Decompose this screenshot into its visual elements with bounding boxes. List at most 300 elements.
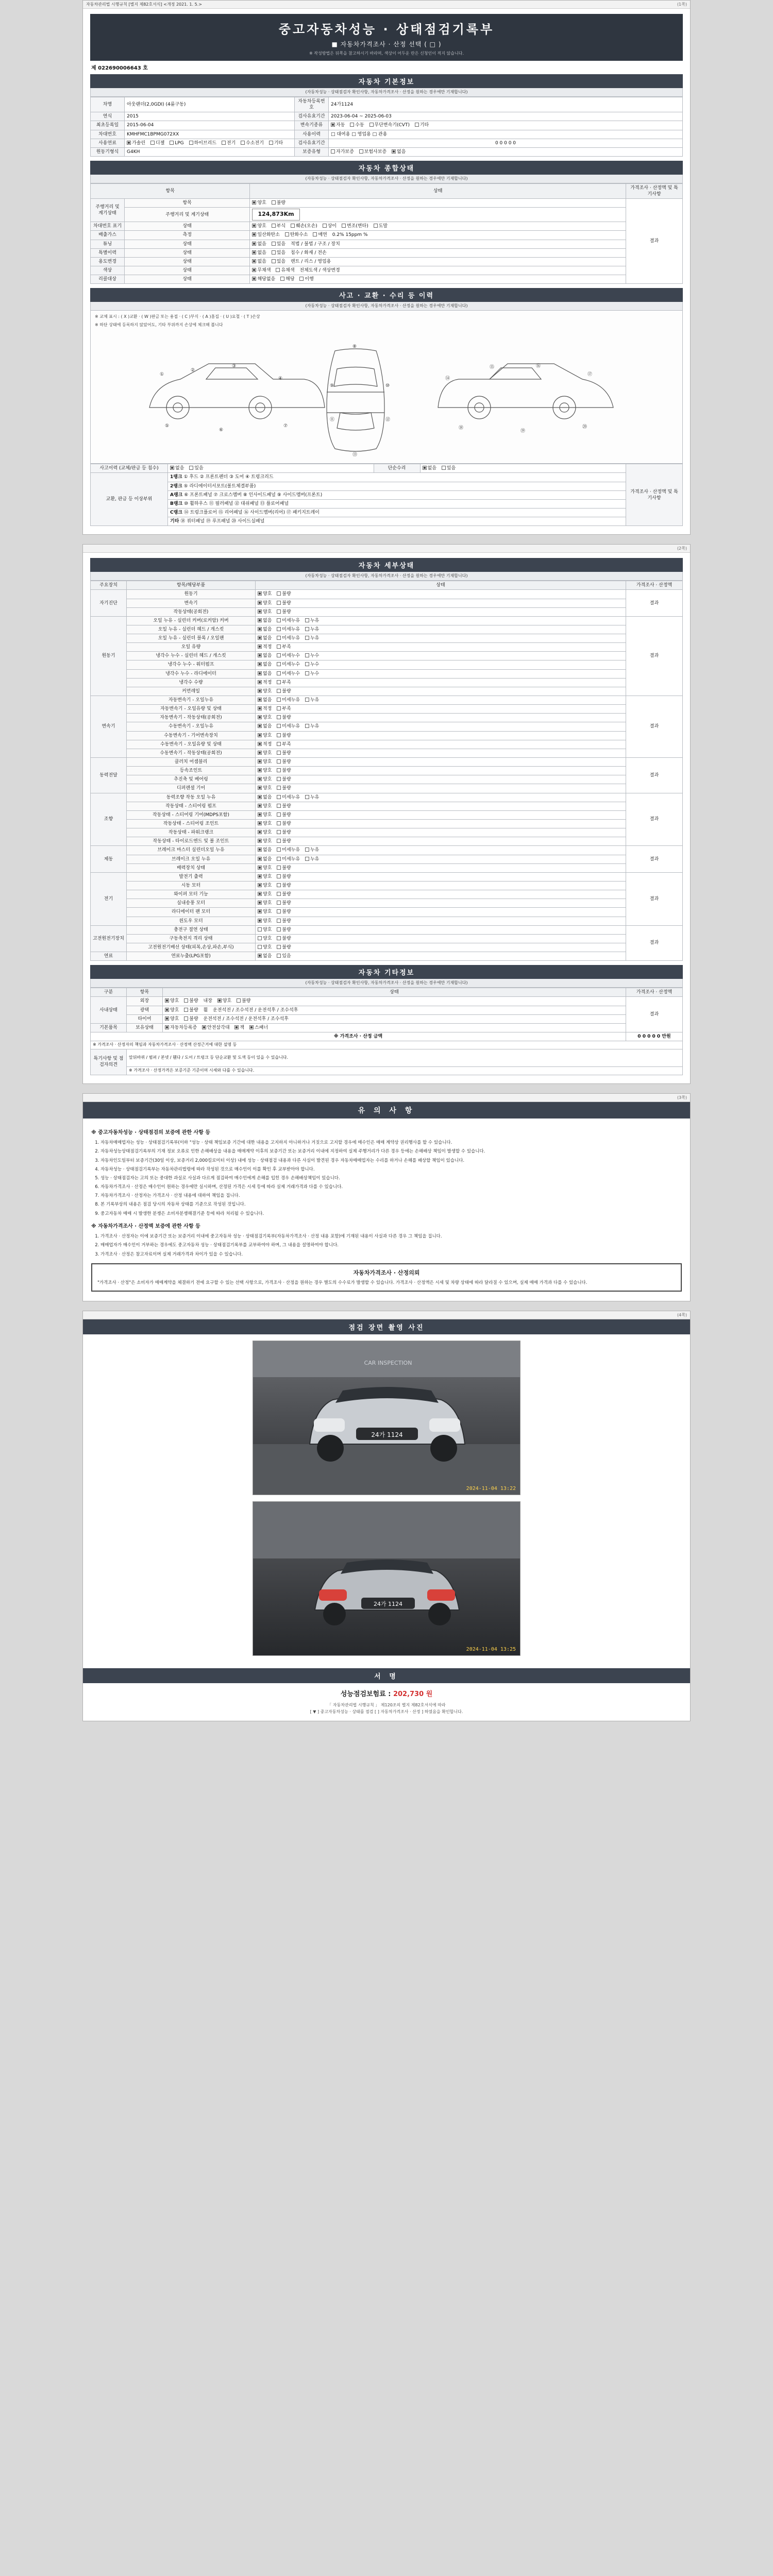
row-state [256,908,626,917]
state-option[interactable]: 불량 [277,715,291,721]
table-row [91,240,683,248]
row-state [163,1023,626,1032]
state-option[interactable]: 불량 [277,900,291,906]
row-group-label: 변속기 [91,696,127,758]
state-option[interactable]: 양호 [258,785,272,791]
state-option[interactable]: 양호 [258,776,272,783]
state-option[interactable]: 불량 [277,733,291,739]
state-option[interactable]: 양호 [258,900,272,906]
row-label: 수동변속기 - 기어변속장치 [127,731,256,740]
state-option[interactable]: 누유 [305,847,319,853]
state-option[interactable]: 불량 [184,998,198,1004]
row-label: 검사유효기간 [295,139,329,147]
list-item: 8. 본 기록부상의 내용은 점검 당시의 자동차 상태를 기준으로 작성된 것입니다. [100,1201,682,1208]
state-option[interactable]: 양호 [258,909,272,915]
state-option[interactable]: 부족 [277,680,291,686]
table-row [91,863,683,872]
table-row [91,266,683,275]
row-label: 윈도우 모터 [127,917,256,925]
row-state [250,208,626,222]
state-option[interactable]: 누유 [305,635,319,641]
row-state [256,784,626,793]
row-value: 0 0 0 0 0 [329,139,683,147]
condition-header: 자동차 종합상태 [90,161,683,175]
diagram-legend-1: ※ 교체 표시 : ( X )교환 · ( W )판금 또는 용접 · ( C )부식 · ( A )흠집 · ( U )요철 · ( T )손상 [95,314,260,319]
state-option[interactable]: 없음 [258,653,272,659]
row-label: 차대번호 [91,130,125,139]
state-option[interactable]: 불량 [277,768,291,774]
title-note: ※ 작성방법은 뒤쪽을 참고하시기 바라며, 색상이 어두운 란은 신청인이 적지 않습니다. [309,51,464,56]
basic-item-option[interactable]: 스패너 [249,1025,268,1031]
table-row [91,590,683,599]
row-label: 변속기 [127,599,256,607]
usage-detail: 렌트 / 리스 / 영업용 [291,259,331,264]
row-group-label: 제동 [91,846,127,872]
rank-parts: ⑭ 트렁크플로어 ⑮ 리어패널 ⑯ 사이드멤버(리어) ⑰ 패키지트레이 [183,510,320,515]
state-option[interactable]: 무채색 [252,267,271,274]
col-header-state: 상태 [250,183,626,198]
row-value: 2023-06-04 ~ 2025-06-03 [329,112,683,121]
state-option[interactable]: 이행 [299,276,313,282]
table-row [91,846,683,855]
table-row [91,784,683,793]
state-option[interactable]: 없음 [258,697,272,703]
price-cell: 결과 [626,590,683,616]
state-option[interactable]: 불량 [237,998,250,1004]
list-item: 1. 자동차매매업자는 성능 · 상태점검기록부(이하 "성능 · 상태 책임보증 기간에 대한 내용을 고지하지 아니하거나 거짓으로 고지할 경우에 매수인은 매매 계약상 권리행사를 할 수 있습니다. [100,1140,682,1146]
row-label: 구동축전지 격리 상태 [127,934,256,943]
table-row [91,802,683,810]
state-option[interactable]: 누유 [305,626,319,633]
state-option[interactable]: 양호 [258,759,272,765]
row-label: 자동변속기 - 오일누유 [127,696,256,705]
state-option[interactable]: 불량 [277,838,291,844]
list-item: 3. 가격조사 · 산정은 참고자료이며 실제 거래가격과 차이가 있을 수 있습니다. [100,1251,682,1258]
state-option[interactable]: 없음 [258,671,272,677]
state-option[interactable]: 양호 [258,927,272,933]
list-item: 4. 자동차성능 · 상태점검기록부는 자동차관리법령에 따라 작성된 것으로 매수인이 이를 확인 후 교부받아야 합니다. [100,1166,682,1173]
page-3-topbar [83,1094,690,1102]
row-state [256,890,626,899]
front-photo [253,1341,520,1495]
document-number-value: 022690006643 [98,65,141,71]
state-option[interactable]: 있음 [272,250,285,256]
state-option[interactable]: 없음 [258,723,272,730]
table-row [91,257,683,266]
state-option[interactable]: 양호 [165,1007,179,1013]
photos-body [83,1334,690,1668]
table-row [91,1014,683,1023]
warranty-options [329,147,683,156]
state-option[interactable]: 미세누유 [277,635,300,641]
row-state [256,634,626,643]
warranty-option[interactable]: 자가보증 [331,149,354,155]
detail-state-table [90,581,683,961]
row-label: 용도변경 [91,257,125,266]
state-option[interactable]: 양호 [258,591,272,597]
row-label: 사용연료 [91,139,125,147]
state-option[interactable]: 해당없음 [252,276,275,282]
price-cell: 결과 [626,997,683,1032]
table-row [91,767,683,775]
state-option[interactable]: 불량 [277,821,291,827]
state-option[interactable]: 양호 [258,891,272,897]
row-value: 24가1124 [329,97,683,112]
state-option[interactable]: 양호 [258,803,272,809]
row-value: KMHFMC1BPMG072XX [125,130,295,139]
row-state [256,882,626,890]
row-state [250,199,626,208]
state-option[interactable]: 유채색 [276,267,294,274]
rank-label: 1랭크 [170,474,182,480]
svg-text:⑪: ⑪ [330,417,335,423]
state-option[interactable]: 양호 [258,821,272,827]
row-value: G4KH [125,147,295,156]
state-option[interactable]: 불량 [277,909,291,915]
state-option[interactable]: 양호 [258,812,272,818]
state-option[interactable]: 적정 [258,706,272,712]
warranty-option[interactable]: 없음 [392,149,406,155]
state-option[interactable]: 미세누유 [277,697,300,703]
warranty-option[interactable]: 보험사보증 [359,149,386,155]
col-header-item: 항목 [127,988,163,997]
row-label: 고전원전기배선 상태(피복,손상,파손,부식) [127,943,256,952]
state-option[interactable]: 누유 [305,794,319,801]
state-option[interactable]: 없음 [252,250,266,256]
row-state [256,863,626,872]
state-option[interactable]: 불량 [277,759,291,765]
state-option[interactable]: 미세누유 [277,618,300,624]
row-group-label: 고전원전기장치 [91,925,127,952]
row-label: 원동기형식 [91,147,125,156]
basic-item-option[interactable]: 안전삼각대 [202,1025,229,1031]
signature-footnote [83,1700,690,1721]
state-option[interactable]: 미세누유 [277,856,300,862]
state-option[interactable]: 없음 [258,856,272,862]
row-label: 변속기종류 [295,121,329,130]
row-label: 특별이력 [91,248,125,257]
state-option[interactable]: 불량 [277,803,291,809]
row-state [256,643,626,652]
state-option[interactable]: 양호 [258,768,272,774]
table-row [91,660,683,669]
row-state [256,749,626,757]
row-group-label: 주행거리 및 계기상태 [91,199,125,222]
row-label: 발전기 출력 [127,872,256,881]
rank-row [168,473,626,482]
state-option[interactable]: 불량 [277,936,291,942]
table-row [91,820,683,828]
row-label: 리콜대상 [91,275,125,284]
state-option[interactable]: 도말 [374,223,388,229]
table-row [91,669,683,678]
state-option[interactable]: 양호 [217,998,231,1004]
state-option[interactable]: 양호 [258,829,272,836]
state-option[interactable]: 양호 [258,750,272,756]
table-row [91,1023,683,1032]
row-label-right: 휠 [203,1007,208,1013]
state-option[interactable]: 없음 [258,626,272,633]
state-option[interactable]: 없음 [258,847,272,853]
state-option[interactable]: 없음 [423,465,436,471]
row-state [256,872,626,881]
footnote-line-2: [ ▼ ] 중고자동차성능 · 상태를 점검 [ ] 자동차가격조사 · 산정 ] 하였음을 확인합니다. [310,1709,463,1714]
state-option[interactable]: 불량 [277,883,291,889]
table-row [91,643,683,652]
wheel-positions: 운전석전 / 조수석전 / 운전석후 / 조수석후 [213,1007,298,1013]
document-title-block [90,14,683,61]
state-option[interactable]: 불량 [277,591,291,597]
row-state [256,669,626,678]
state-option[interactable]: 누유 [305,618,319,624]
state-option[interactable]: 양호 [258,874,272,880]
state-option[interactable]: 미세누수 [277,671,300,677]
state-option[interactable]: 부족 [277,706,291,712]
rank-parts: ⑩ 휠하우스 ⑪ 필러패널 ⑫ 대쉬패널 ⑬ 플로어패널 [184,501,289,506]
table-header-row [91,581,683,590]
basic-item-option[interactable]: 자동차등록증 [165,1025,197,1031]
state-option[interactable]: 불량 [277,829,291,836]
state-option[interactable]: 누유 [305,723,319,730]
row-state [256,696,626,705]
col-header-group: 주요장치 [91,581,127,590]
row-group-label: 연료 [91,952,127,961]
table-row [91,855,683,863]
state-option[interactable]: 양호 [165,998,179,1004]
row-state [256,943,626,952]
row-state [256,837,626,846]
state-option[interactable]: 불량 [272,200,285,206]
table-row [91,872,683,881]
table-row [91,810,683,819]
state-option[interactable]: 없음 [258,618,272,624]
transmission-option[interactable]: 기타 [415,122,429,128]
state-option[interactable]: 적정 [258,644,272,650]
table-row [91,678,683,687]
row-value: 아웃랜더(2,0GDI) (4륜구동) [125,97,295,112]
inspection-fee-label: 성능점검보험료 : [340,1690,391,1698]
row-label: 자동차등록번호 [295,97,329,112]
state-option[interactable]: 미세누유 [277,626,300,633]
table-row [91,705,683,714]
transmission-option[interactable]: 무단변속기(CVT) [369,122,410,128]
svg-text:⑩: ⑩ [385,383,390,389]
state-option[interactable]: 훼손(오손) [291,223,317,229]
warning-body: "가격조사 · 산정"은 소비자가 매매계약을 체결하기 전에 요구할 수 있는 선택 사항으로, 가격조사 · 산정을 원하는 경우 별도의 수수료가 발생할 수 있습니다. 가격조사 · 산정액은 시세 및 차량 상태에 따라 달라질 수 있으며, 실제 매매 가격과 다를 수 있습니다. [97,1280,587,1285]
row-state [256,899,626,908]
state-option[interactable]: 없음 [170,465,184,471]
row-label: 오일 누유 - 실린더 커버(로커암) 커버 [127,616,256,625]
state-option[interactable]: 변조(변타) [342,223,368,229]
state-option[interactable]: 양호 [258,883,272,889]
state-option[interactable]: 없음 [258,662,272,668]
state-option[interactable]: 상이 [323,223,337,229]
state-option[interactable]: 누유 [305,856,319,862]
state-option[interactable]: 불량 [277,874,291,880]
state-option[interactable]: 양호 [258,944,272,951]
state-option[interactable]: 미세누수 [277,662,300,668]
list-item: 2. 자동차성능상태점검기록부의 기재 정보 오류로 인한 손해배상을 내용을 매매계약 이후의 보증기간 또는 보증거리 이내에 지정하여 실제 주행거리가 다른 경우 등에는 손해배상 책임이 발생할 수 있습니다. [100,1148,682,1155]
svg-text:④: ④ [278,376,283,382]
state-option[interactable]: 양호 [258,733,272,739]
fuel-option[interactable]: 디젤 [150,140,164,146]
row-label: 사고이력 (교체/판금 등 침수) [91,464,168,473]
rank-parts: ⑱ 쿼터패널 ⑲ 루프패널 ⑳ 사이드실패널 [180,519,265,524]
state-option[interactable]: 없음 [258,635,272,641]
fuel-option[interactable]: 기타 [269,140,283,146]
state-option[interactable]: 양호 [258,936,272,942]
page-3 [82,1093,691,1301]
under-photo-timestamp: 2024-11-04 13:25 [466,1646,516,1652]
rank-parts: ① 후드 ② 프론트펜더 ③ 도어 ④ 트렁크리드 [183,474,274,480]
state-option[interactable]: 없음 [252,241,266,247]
state-option[interactable]: 불량 [277,688,291,694]
state-option[interactable]: 양호 [258,715,272,721]
state-option[interactable]: 부족 [277,741,291,748]
table-row [91,952,683,961]
state-option[interactable]: 불량 [184,1007,198,1013]
table-row [91,231,683,240]
row-label: 상태 [125,257,250,266]
table-row [91,828,683,837]
state-option[interactable]: 누유 [305,697,319,703]
page-number-3: (3쪽) [677,1095,687,1100]
fuel-option[interactable]: LPG [170,140,183,146]
state-option[interactable]: 적정 [258,680,272,686]
state-option[interactable]: 있음 [277,953,291,959]
state-option[interactable]: 일산화탄소 [252,232,279,238]
state-option[interactable]: 없음 [258,953,272,959]
rank-label: 2랭크 [170,483,182,489]
state-option[interactable]: 없음 [258,794,272,801]
svg-text:③: ③ [232,364,237,369]
col-header-state: 상태 [256,581,626,590]
state-option[interactable]: 미세누유 [277,794,300,801]
state-option[interactable]: 불량 [277,750,291,756]
state-option[interactable]: 부족 [277,644,291,650]
rank-row [168,517,626,526]
row-label: 오일 누유 - 실린더 블록 / 오일팬 [127,634,256,643]
state-option[interactable]: 누수 [305,671,319,677]
basic-item-option[interactable]: 잭 [234,1025,244,1031]
state-option[interactable]: 적정 [258,741,272,748]
row-label: 작동상태 - 스티어링 조인트 [127,820,256,828]
total-unit: 만원 [662,1033,671,1039]
state-option[interactable]: 미세누유 [277,723,300,730]
table-row [91,837,683,846]
state-option[interactable]: 불량 [277,600,291,606]
document-number-row [90,61,683,74]
fuel-option[interactable]: 하이브리드 [189,140,216,146]
other-subheader: (자동차성능 · 상태점검자 확인사항, 자동차가격조사 · 산정을 원하는 경우에만 기재합니다) [90,979,683,988]
state-option[interactable]: 양호 [258,918,272,924]
state-option[interactable]: 불량 [277,609,291,615]
state-option[interactable]: 탄화수소 [285,232,308,238]
svg-text:⑲: ⑲ [520,429,526,434]
state-option[interactable]: 누수 [305,662,319,668]
fuel-option[interactable]: 전기 [222,140,236,146]
state-option[interactable]: 양호 [258,838,272,844]
state-option[interactable]: 불량 [184,1016,198,1022]
document-subtitle: ■ 자동차가격조사 · 산정 선택 ( □ ) [331,41,442,48]
list-item: 3. 자동차인도일부터 보증기간(30일 이상, 보증거리 2,000킬로미터 이상) 내에 성능 · 상태점검 내용과 다른 사실이 발견된 경우 자동차매매업자는 수리를 하거나 손해를 배상할 책임이 있습니다. [100,1158,682,1164]
state-option[interactable]: 있음 [189,465,203,471]
state-option[interactable]: 매연 [313,232,327,238]
col-header-price: 가격조사 · 산정액 [626,581,683,590]
transmission-option[interactable]: 자동 [331,122,345,128]
state-option[interactable]: 있음 [272,241,285,247]
signature-header: 서 명 [83,1668,690,1683]
rank-label: C랭크 [170,510,182,515]
state-option[interactable]: 양호 [258,600,272,606]
state-option[interactable]: 불량 [277,785,291,791]
state-option[interactable]: 미세누수 [277,653,300,659]
fuel-option[interactable]: 수소전기 [241,140,264,146]
list-item: 5. 성능 · 상태점검자는 고의 또는 중대한 과실로 사실과 다르게 점검하여 매수인에게 손해를 입힌 경우 손해배상책임이 있습니다. [100,1175,682,1182]
svg-text:24가 1124: 24가 1124 [373,1600,403,1607]
state-option[interactable]: 해당 [280,276,294,282]
col-header-price: 가격조사 · 산정액 및 특기사항 [626,183,683,198]
table-row [91,508,683,517]
table-row [91,517,683,526]
rank-label: A랭크 [170,492,183,498]
notice-list-2 [100,1233,682,1258]
other-info-table [90,988,683,1075]
state-option[interactable]: 불량 [277,944,291,951]
state-option[interactable]: 양호 [252,223,266,229]
table-row [91,130,683,139]
state-option[interactable]: 양호 [165,1016,179,1022]
row-value [329,121,683,130]
state-option[interactable]: 양호 [258,688,272,694]
state-option[interactable]: 양호 [252,200,266,206]
table-row [91,482,683,490]
state-option[interactable]: 부식 [272,223,285,229]
table-row [91,97,683,112]
row-group-label: 교환, 판금 등 이상부위 [91,473,168,526]
state-option[interactable]: 불량 [277,776,291,783]
table-row [91,943,683,952]
row-state [256,775,626,784]
state-option[interactable]: 불량 [277,812,291,818]
transmission-option[interactable]: 수동 [350,122,364,128]
table-row [91,652,683,660]
state-option[interactable]: 누수 [305,653,319,659]
svg-text:⑤: ⑤ [165,423,170,429]
mileage-value: 124,873Km [252,209,299,221]
state-option[interactable]: 양호 [258,609,272,615]
detail-header: 자동차 세부상태 [90,558,683,572]
table-row [91,740,683,749]
state-option[interactable]: 미세누유 [277,847,300,853]
list-item: 1. 가격조사 · 산정자는 이에 보증기간 또는 보증거리 이내에 중고자동차 성능 · 상태점검기록부(자동차가격조사 · 산정 내용 포함)에 기재된 내용이 사실과 다른 경우 그 책임을 집니다. [100,1233,682,1240]
col-header-price: 가격조사 · 산정액 [626,988,683,997]
state-option[interactable]: 없음 [252,259,266,265]
table-row [91,139,683,147]
state-option[interactable]: 양호 [258,865,272,871]
table-row [91,1006,683,1014]
state-option[interactable]: 불량 [277,865,291,871]
state-option[interactable]: 불량 [277,918,291,924]
state-option[interactable]: 불량 [277,927,291,933]
fuel-option[interactable]: 가솔린 [127,140,145,146]
state-option[interactable]: 있음 [442,465,456,471]
row-state [420,464,626,473]
table-row [91,758,683,767]
state-option[interactable]: 있음 [272,259,285,265]
state-option[interactable]: 불량 [277,891,291,897]
svg-text:②: ② [191,368,195,374]
